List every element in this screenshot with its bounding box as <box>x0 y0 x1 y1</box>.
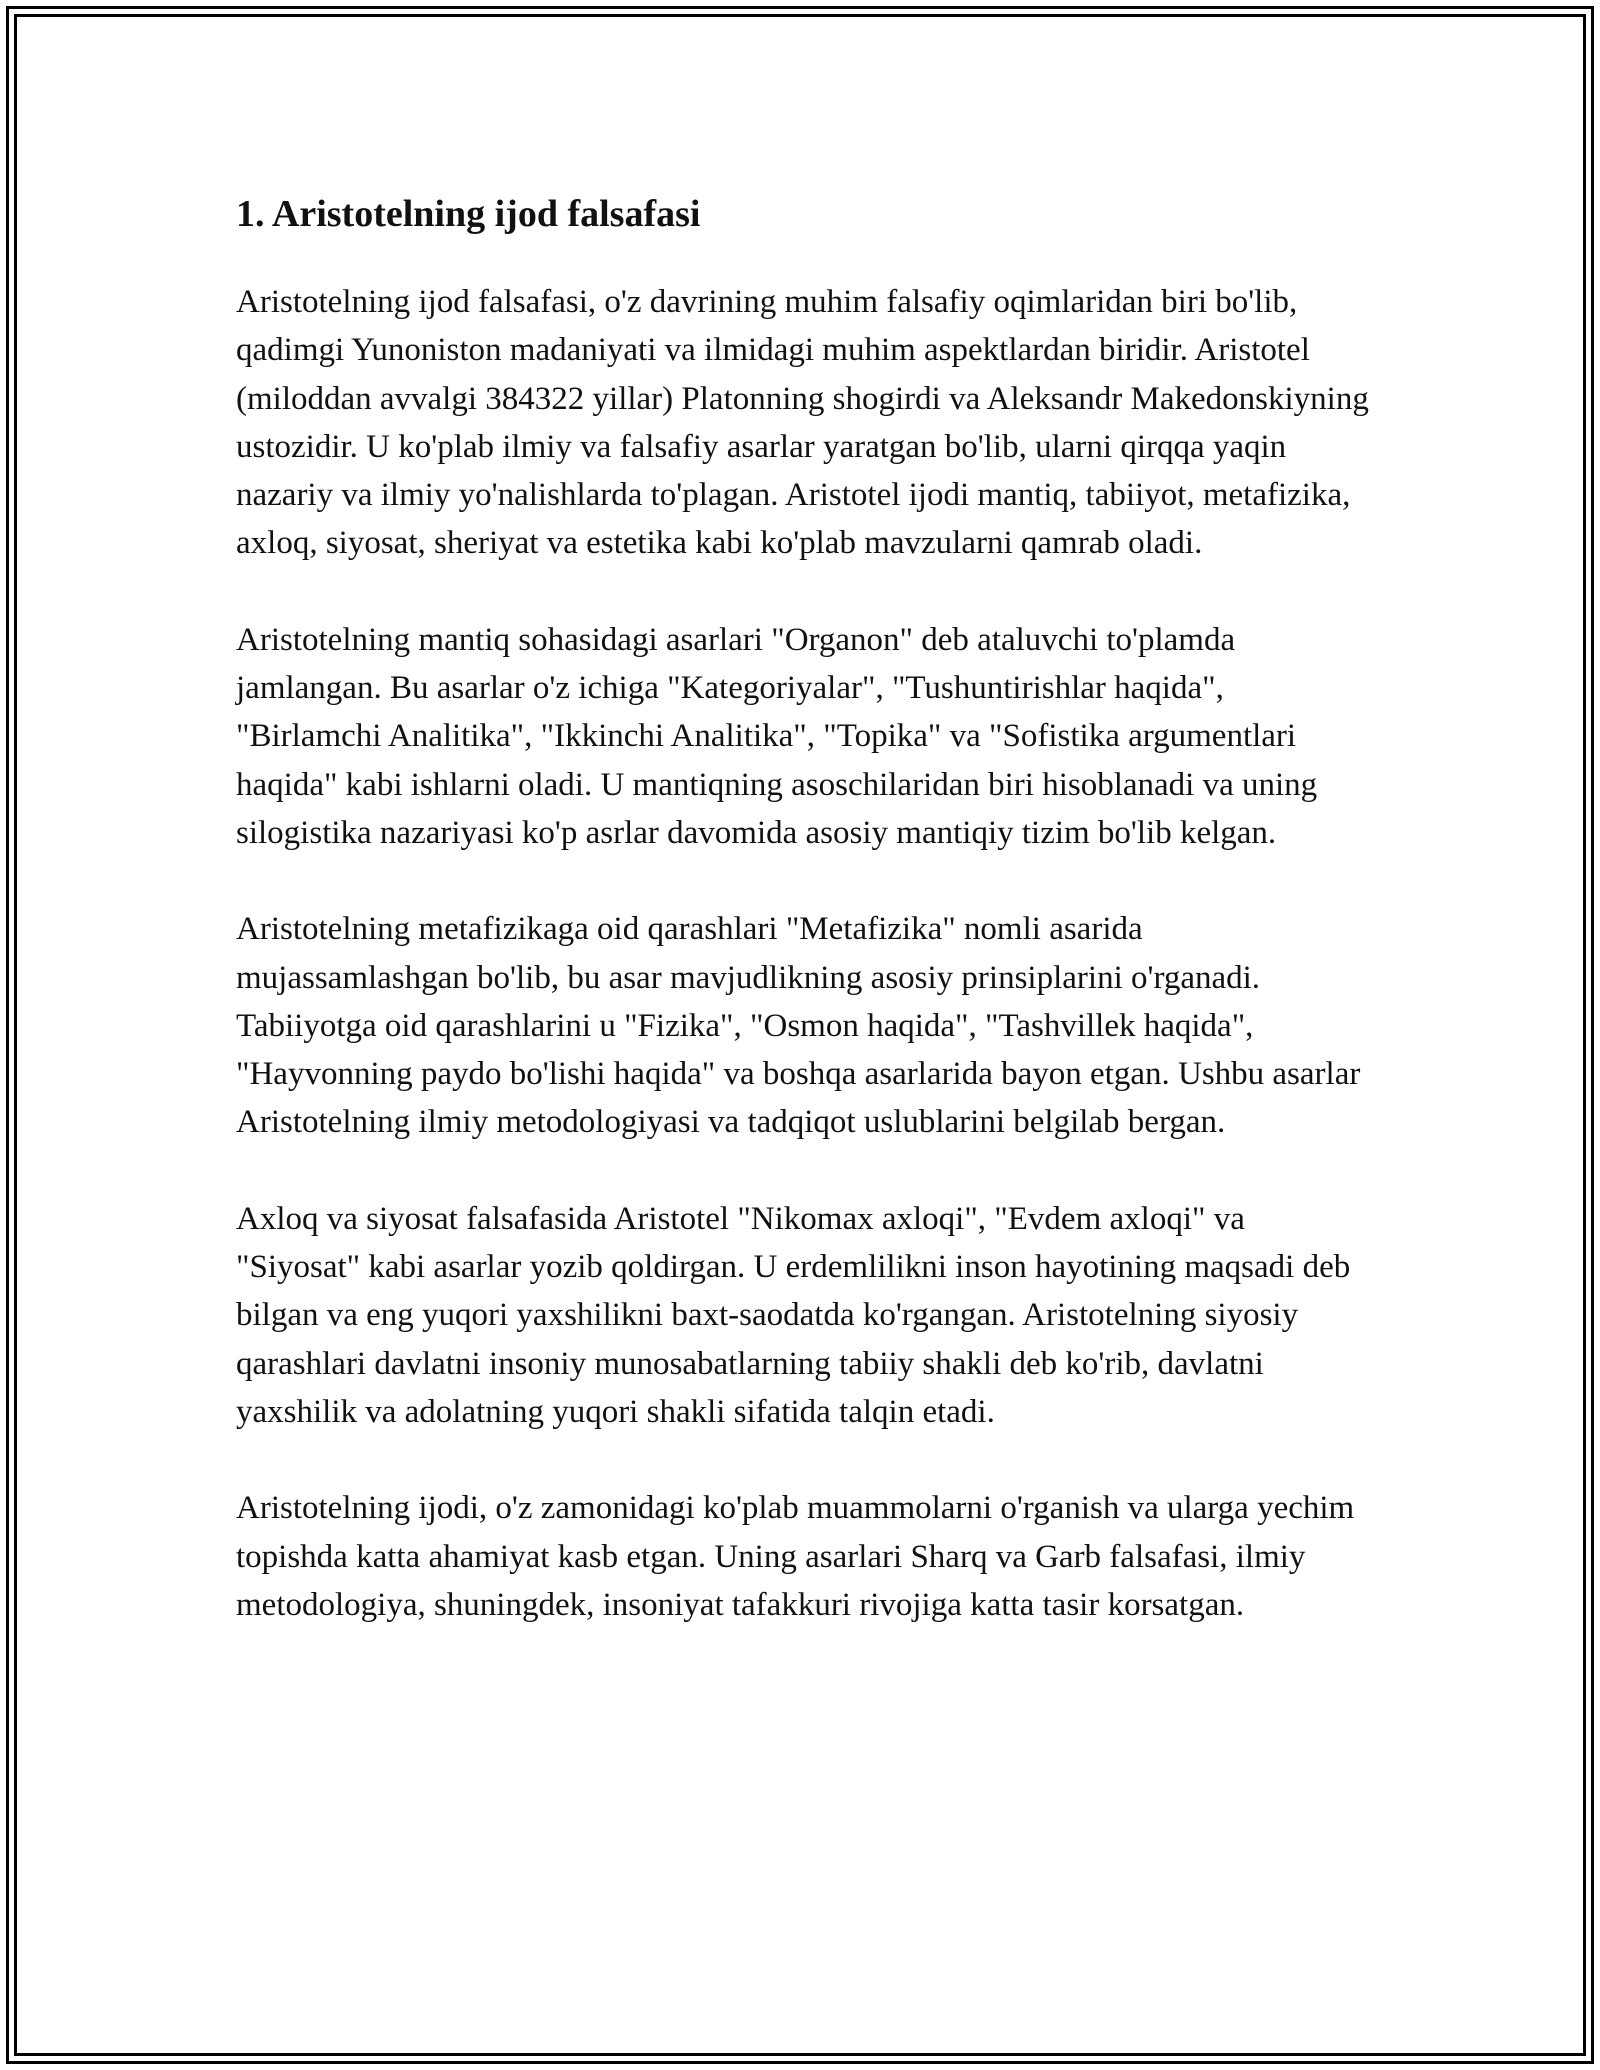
paragraph-conclusion: Aristotelning ijodi, o'z zamonidagi ko'plab muammolarni o'rganish va ularga yechim topishda katta ahamiyat kasb etgan. Uning asarlari Sharq va Garb falsafasi, ilmiy metodologiya, shuningdek, insoniyat tafakkuri rivojiga katta tasir korsatgan. <box>236 1490 1355 1623</box>
paragraph-metaphysics: Aristotelning metafizikaga oid qarashlari "Metafizika" nomli asarida mujassamlashgan bo'lib, bu asar mavjudlikning asosiy prinsiplarini o'rganadi. Tabiiyotga oid qarashlarini u "Fizika", "Osmon haqida", "Tashvillek haqida", "Hayvonning paydo bo'lishi haqida" va boshqa asarlarida bayon etgan. Ushbu asarlar Aristotelning ilmiy metodologiyasi va tadqiqot uslublarini belgilab bergan. <box>236 911 1361 1141</box>
section-heading: 1. Aristotelning ijod falsafasi <box>236 193 701 235</box>
paragraph-logic: Aristotelning mantiq sohasidagi asarlari "Organon" deb ataluvchi to'plamda jamlangan. Bu asarlar o'z ichiga "Kategoriyalar", "Tushuntirishlar haqida", "Birlamchi Analitika", "Ikkinchi Analitika", "Topika" va "Sofistika argumentlari haqida" kabi ishlarni oladi. U mantiqning asoschilaridan biri hisoblanadi va uning silogistika nazariyasi ko'p asrlar davomida asosiy mantiqiy tizim bo'lib kelgan. <box>236 621 1318 851</box>
paragraph-intro: Aristotelning ijod falsafasi, o'z davrining muhim falsafiy oqimlaridan biri bo'lib, qadimgi Yunoniston madaniyati va ilmidagi muhim aspektlardan biridir. Aristotel (miloddan avvalgi 384322 yillar) Platonning shogirdi va Aleksandr Makedonskiyning ustozidir. U ko'plab ilmiy va falsafiy asarlar yaratgan bo'lib, ularni qirqqa yaqin nazariy va ilmiy yo'nalishlarda to'plagan. Aristotel ijodi mantiq, tabiiyot, metafizika, axloq, siyosat, sheriyat va estetika kabi ko'plab mavzularni qamrab oladi. <box>236 284 1369 562</box>
paragraph-ethics-politics: Axloq va siyosat falsafasida Aristotel "Nikomax axloqi", "Evdem axloqi" va "Siyosat" kabi asarlar yozib qoldirgan. U erdemlilikni inson hayotining maqsadi deb bilgan va eng yuqori yaxshilikni baxt-saodatda ko'rgangan. Aristotelning siyosiy qarashlari davlatni insoniy munosabatlarning tabiiy shakli deb ko'rib, davlatni yaxshilik va adolatning yuqori shakli sifatida talqin etadi. <box>236 1200 1351 1430</box>
document-body <box>236 186 1376 1677</box>
